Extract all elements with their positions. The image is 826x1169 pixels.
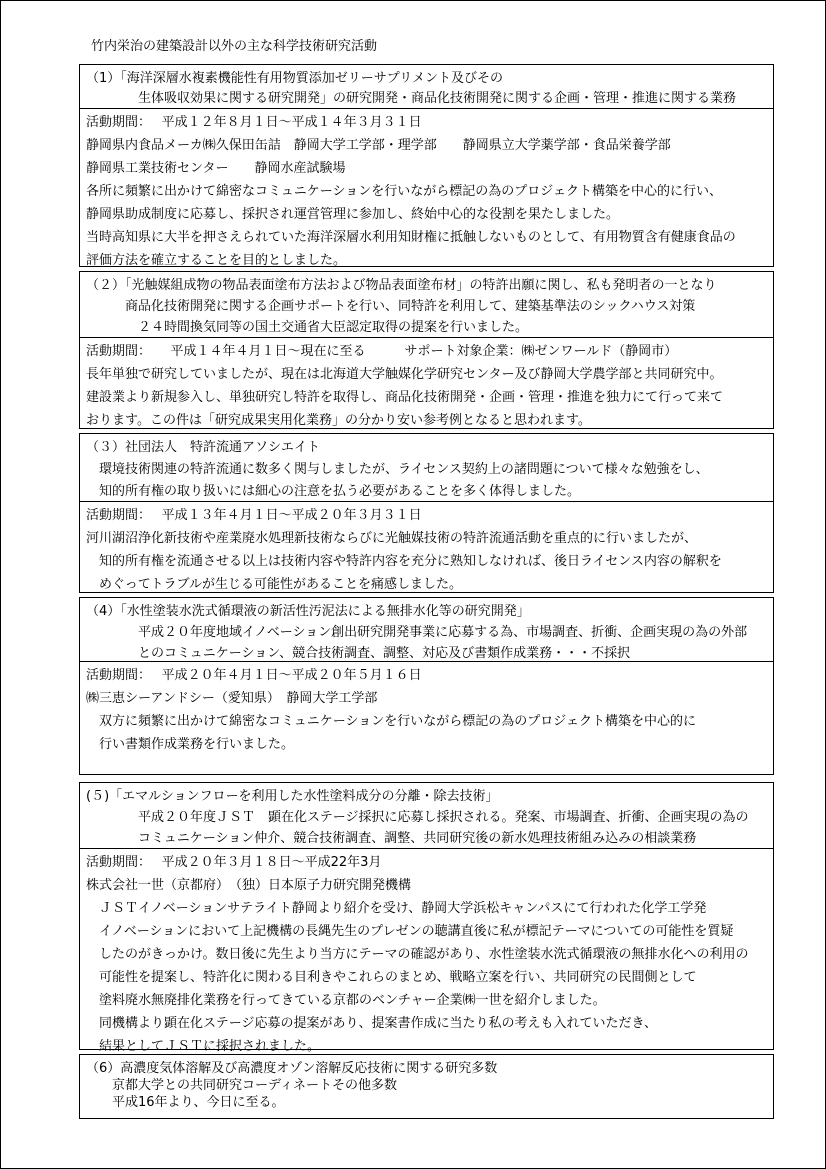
section-4-header: [80, 598, 773, 662]
document-title: 竹内栄治の建築設計以外の主な科学技術研究活動: [91, 39, 378, 54]
section-5-body-line: 同機構より顕在化ステージ応募の提案があり、提案書作成に当たり私の考えも入れていただき、: [86, 1016, 657, 1031]
section-1-body-line: 静岡県内食品メーカ㈱久保田缶詰 静岡大学工学部・理学部 静岡県立大学薬学部・食品栄養学部: [86, 138, 671, 153]
section-2-box: [79, 271, 774, 429]
section-3-body-line: 知的所有権を流通させる以上は技術内容や特許内容を充分に熟知しなければ、後日ライセンス内容の解釈を: [86, 554, 722, 569]
section-6-header-line: （6）高濃度気体溶解及び高濃度オゾン溶解反応技術に関する研究多数: [86, 1061, 498, 1076]
section-5-body-line: 結果としてＪＳＴに採択されました。: [86, 1039, 321, 1054]
section-3-header-line: 知的所有権の取り扱いには細心の注意を払う必要があることを多く体得しました。: [86, 484, 581, 499]
section-4-header-line: とのコミュニケーション、競合技術調査、調整、対応及び書類作成業務・・・不採択: [86, 646, 631, 661]
section-3-header-line: （３）社団法人 特許流通アソシエイト: [86, 440, 321, 455]
section-6-header: [80, 1055, 773, 1110]
section-2-header-line: 商品化技術開発に関する企画サポートを行い、同特許を利用して、建築基準法のシックハウス対策: [86, 299, 696, 314]
section-6-box: [79, 1054, 774, 1119]
section-5-header-line: 平成２０年度ＪＳＴ 顕在化ステージ採択に応募し採択される。発案、市場調査、折衝、企画実現の為の: [86, 810, 749, 825]
section-5-body-line: ＪＳＴイノベーションサテライト静岡より紹介を受け、静岡大学浜松キャンパスにて行われた化学工学発: [86, 901, 707, 916]
section-4-body-line: ㈱三恵シーアンドシー（愛知県） 静岡大学工学部: [86, 691, 378, 706]
section-5-body-line: 可能性を提案し、特許化に関わる目利きやこれらのまとめ、戦略立案を行い、共同研究の民間側として: [86, 970, 697, 985]
section-2-period: 活動期間： 平成１４年４月１日～現在に至る サポート対象企業：㈱ゼンワールド（静岡市）: [86, 344, 678, 359]
section-6-header-line: 京都大学との共同研究コーディネートその他多数: [86, 1078, 397, 1093]
section-2-body-line: 長年単独で研究していましたが、現在は北海道大学触媒化学研究センター及び静岡大学農学部と共同研究中。: [86, 367, 723, 382]
section-4-body-line: 行い書類作成業務を行いました。: [86, 737, 295, 752]
section-5-header: [80, 783, 773, 849]
section-2-body-line: 建設業より新規参入し、単独研究し特許を取得し、商品化技術開発・企画・管理・推進を独力にて行って来て: [86, 390, 724, 405]
section-1-body-line: 静岡県工業技術センター 静岡水産試験場: [86, 161, 346, 176]
section-5-body: [80, 849, 773, 1058]
section-3-body-line: 河川湖沼浄化新技術や産業廃水処理新技術ならびに光触媒技術の特許流通活動を重点的に行いましたが、: [86, 531, 698, 546]
section-4-period: 活動期間： 平成２０年４月１日～平成２０年５月１６日: [86, 668, 422, 683]
section-2-header: [80, 272, 773, 338]
section-1-body-line: 各所に頻繁に出かけて綿密なコミュニケーションを行いながら標記の為のプロジェクト構築を中心的に行い、: [86, 184, 722, 199]
section-6-header-line: 平成16年より、今日に至る。: [86, 1095, 285, 1110]
section-5-period: 活動期間： 平成２０年３月１８日～平成22年3月: [86, 855, 382, 870]
section-3-body: [80, 502, 773, 596]
section-1-header-line: 生体吸収効果に関する研究開発」の研究開発・商品化技術開発に関する企画・管理・推進に関する業務: [86, 91, 737, 106]
section-2-body-line: おります。この件は「研究成果実用化業務」の分かり安い参考例となると思われます。: [86, 413, 591, 428]
section-1-body: [80, 109, 773, 272]
section-5-box: [79, 782, 774, 1054]
section-5-header-line: コミュニケーション仲介、競合技術調査、調整、共同研究後の新水処理技術組み込みの相談業務: [86, 831, 697, 846]
section-4-box: [79, 597, 774, 775]
section-1-period: 活動期間： 平成１２年８月１日～平成１４年３月３１日: [86, 115, 422, 130]
section-1-header: [80, 65, 773, 109]
section-4-body: [80, 662, 773, 756]
section-3-header: [80, 434, 773, 502]
section-4-body-line: 双方に頻繁に出かけて綿密なコミュニケーションを行いながら標記の為のプロジェクト構築を中心的に: [86, 714, 696, 729]
section-3-header-line: 環境技術関連の特許流通に数多く関与しましたが、ライセンス契約上の諸問題について様々な勉強をし、: [86, 462, 709, 477]
section-3-body-line: めぐってトラブルが生じる可能性があることを痛感しました。: [86, 577, 462, 592]
section-1-body-line: 当時高知県に大半を押さえられていた海洋深層水利用知財権に抵触しないものとして、有用物質含有健康食品の: [86, 230, 736, 245]
section-2-header-line: （２）「光触媒組成物の物品表面塗布方法および物品表面塗布材」の特許出願に関し、私も発明者の一となり: [86, 278, 717, 293]
section-5-body-line: 株式会社一世（京都府） （独）日本原子力研究開発機構: [86, 878, 412, 893]
section-1-box: [79, 64, 774, 267]
section-2-body: [80, 338, 773, 432]
section-4-header-line: （4）「水性塗装水洗式循環液の新活性汚泥法による無排水化等の研究開発」: [86, 604, 530, 619]
section-1-body-line: 評価方法を確立することを目的としました。: [86, 253, 347, 268]
section-3-period: 活動期間： 平成１３年４月１日～平成２０年３月３１日: [86, 508, 422, 523]
section-4-header-line: 平成２０年度地域イノベーション創出研究開発事業に応募する為、市場調査、折衝、企画実現の為の外部: [86, 625, 748, 640]
section-1-body-line: 静岡県助成制度に応募し、採択され運営管理に参加し、終始中心的な役割を果たしました。: [86, 207, 620, 222]
section-2-header-line: ２４時間換気同等の国土交通省大臣認定取得の提案を行いました。: [86, 320, 529, 335]
section-5-body-line: 塗料廃水無廃排化業務を行ってきている京都のベンチャー企業㈱一世を紹介しました。: [86, 993, 606, 1008]
section-5-body-line: したのがきっかけ。数日後に先生より当方にテーマの確認があり、水性塗装水洗式循環液の無排水化への利用の: [86, 947, 749, 962]
section-5-body-line: イノベーションにおいて上記機構の長縄先生のプレゼンの聴講直後に私が標記テーマについての可能性を質疑: [86, 924, 734, 939]
section-5-header-line: (５)「エマルションフローを利用した水性塗料成分の分離・除去技術」: [86, 789, 499, 804]
section-3-box: [79, 433, 774, 593]
section-1-header-line: （1）「海洋深層水複素機能性有用物質添加ゼリーサプリメント及びその: [86, 71, 503, 86]
